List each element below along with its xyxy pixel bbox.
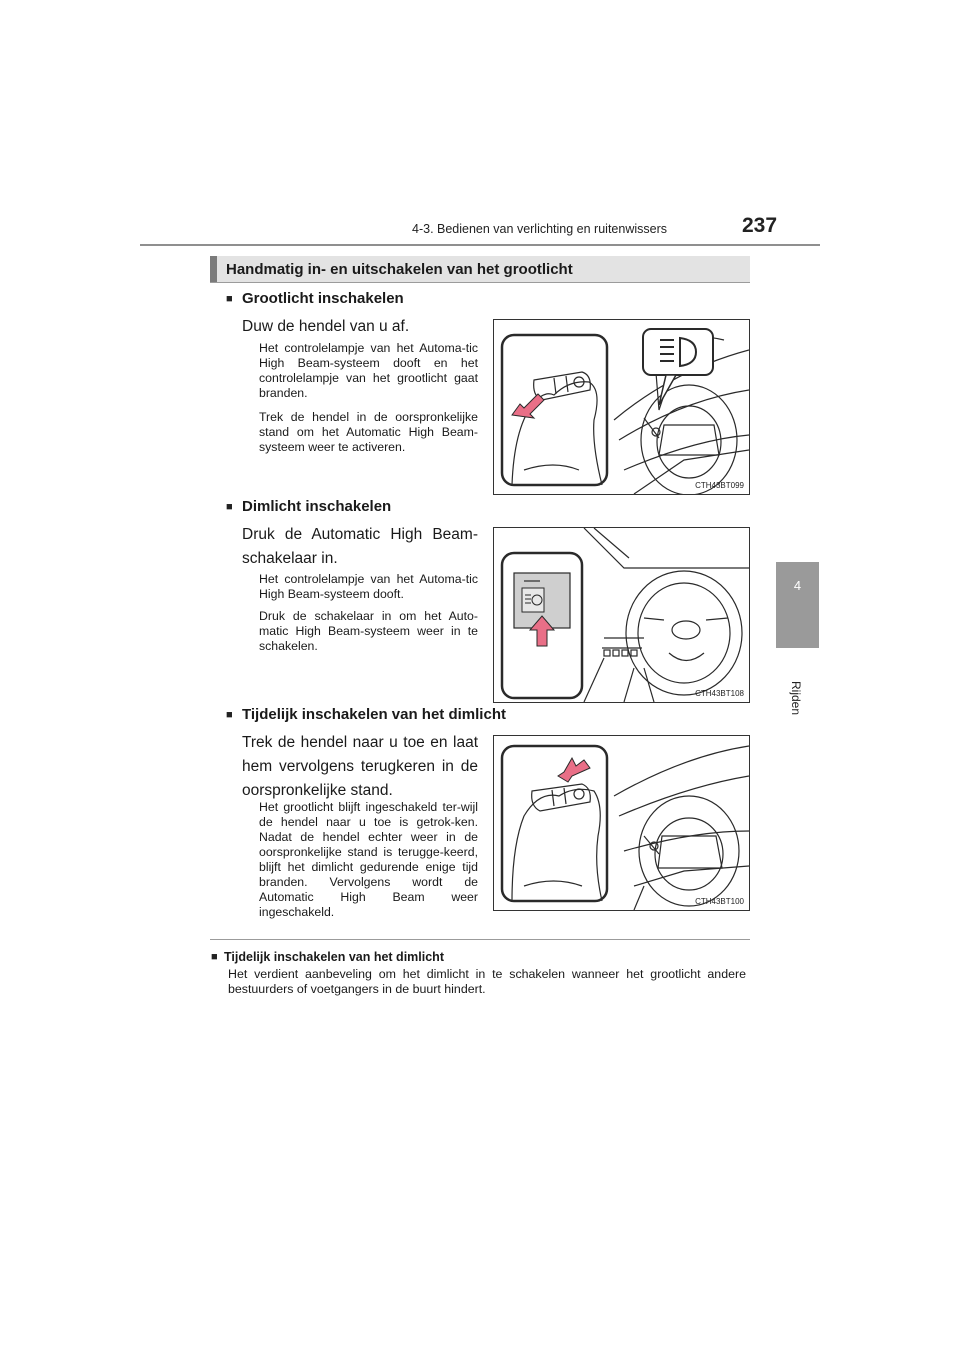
item-note: Trek de hendel in de oorspronkelijke stand om het Automatic High Beam-systeem weer te activeren. — [259, 410, 478, 454]
footnote-rule — [210, 939, 750, 940]
header-rule — [140, 244, 820, 246]
footnote-text: Het verdient aanbeveling om het dimlicht in te schakelen wanneer het grootlicht andere bestuurders of voetgangers in de buurt hindert. — [228, 967, 746, 996]
item-note: Het controlelampje van het Automa-tic High Beam-systeem dooft en het controlelampje van het grootlicht gaat branden. — [259, 341, 478, 400]
item-instruction-high-beam: Duw de hendel van u af. — [242, 318, 410, 335]
item-heading-temporary-low-beam: Tijdelijk inschakelen van het dimlicht — [242, 706, 506, 723]
ahb-switch-illustration — [494, 528, 749, 702]
figure-code: CTH43BT099 — [695, 481, 744, 490]
item-heading-low-beam: Dimlicht inschakelen — [242, 498, 392, 515]
bullet-square: ■ — [226, 293, 233, 305]
bullet-square: ■ — [211, 951, 218, 963]
figure-ahb-switch — [493, 527, 750, 703]
chapter-number: 4 — [793, 578, 802, 593]
figure-lever-push — [493, 319, 750, 495]
item-note: Druk de schakelaar in om het Auto-matic High Beam-systeem weer in te schakelen. — [259, 609, 478, 653]
section-title: Handmatig in- en uitschakelen van het grootlicht — [226, 261, 573, 278]
figure-code: CTH43BT100 — [695, 897, 744, 906]
section-title-marker — [210, 256, 217, 282]
lever-pull-illustration — [494, 736, 749, 910]
figure-lever-pull — [493, 735, 750, 911]
item-heading-high-beam: Grootlicht inschakelen — [242, 290, 404, 307]
page-number: 237 — [742, 214, 778, 237]
item-note: Het controlelampje van het Automa-tic High Beam-systeem dooft. — [259, 572, 478, 601]
item-note: Het grootlicht blijft ingeschakeld ter-wijl de hendel naar u toe is getrok-ken. Nadat de hendel echter weer in de oorspronkelijke stand is terugge-keerd, blijft het dimlicht gedurende enige tijd branden. Vervolgens wordt de Automatic High Beam weer ingeschakeld. — [259, 800, 478, 919]
figure-code: CTH43BT108 — [695, 689, 744, 698]
section-path: 4-3. Bedienen van verlichting en ruitenwissers — [412, 222, 667, 236]
item-instruction-temporary-low-beam: Trek de hendel naar u toe en laat hem vervolgens terugkeren in de oorspronkelijke stand. — [242, 734, 478, 799]
chapter-label: Rijden — [789, 680, 803, 716]
lever-push-illustration — [494, 320, 749, 494]
item-instruction-low-beam: Druk de Automatic High Beam-schakelaar in. — [242, 526, 478, 567]
bullet-square: ■ — [226, 501, 233, 513]
bullet-square: ■ — [226, 709, 233, 721]
footnote-title: Tijdelijk inschakelen van het dimlicht — [224, 950, 444, 964]
chapter-tab — [776, 562, 819, 648]
